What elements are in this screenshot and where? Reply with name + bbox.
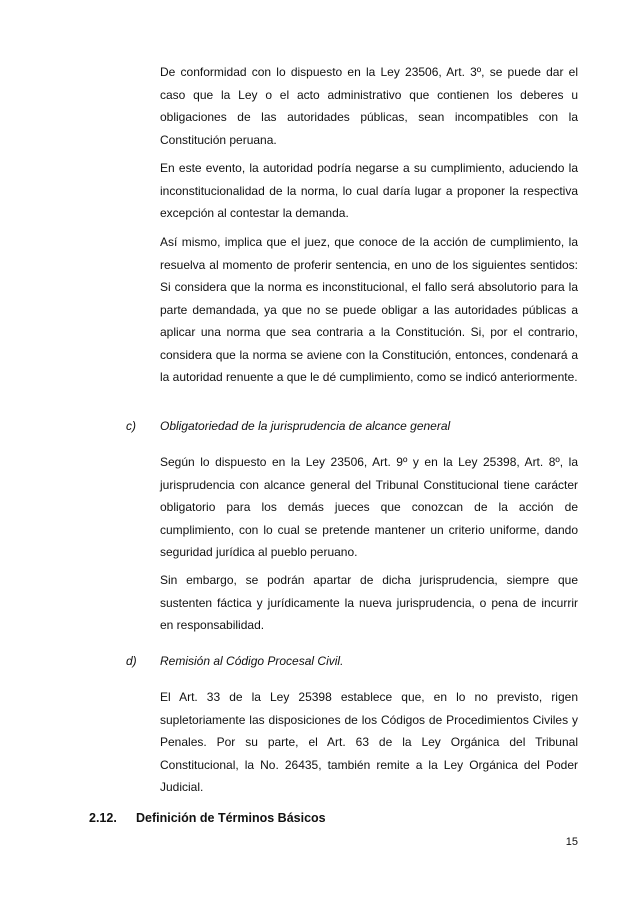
item-title-civil-code: Remisión al Código Procesal Civil.: [160, 654, 344, 668]
paragraph-jurisprudence-departure: Sin embargo, se podrán apartar de dicha jurisprudencia, siempre que sustenten fáctica y jurídicamente la nueva jurisprudencia, o pena de incurrir en responsabilidad.: [160, 573, 578, 632]
page-number: 15: [565, 836, 578, 848]
paragraph-supplementary-rules: El Art. 33 de la Ley 25398 establece que, en lo no previsto, rigen supletoriamente las disposiciones de los Códigos de Procedimientos Civiles y Penales. Por su parte, el Art. 63 de la Ley Orgánica del Tribunal Constitucional, la No. 26435, también remite a la Ley Orgánica del Poder Judicial.: [160, 690, 578, 794]
item-title-jurisprudence: Obligatoriedad de la jurisprudencia de alcance general: [160, 419, 451, 433]
paragraph-jurisprudence-binding: Según lo dispuesto en la Ley 23506, Art. 9º y en la Ley 25398, Art. 8º, la jurisprudencia con alcance general del Tribunal Constitucional tiene carácter obligatorio para los demás jueces que conozcan de la acción de cumplimiento, con lo cual se pretende mantener un criterio uniforme, dando seguridad jurídica al pueblo peruano.: [160, 455, 578, 559]
section-number: 2.12.: [89, 811, 117, 825]
item-label-c: c): [126, 419, 136, 433]
paragraph-constitutional-conflict: De conformidad con lo dispuesto en la Ley 23506, Art. 3º, se puede dar el caso que la Ley o el acto administrativo que contienen los deberes u obligaciones de las autoridades públicas, sean incompatibles con la Constitución peruana.: [160, 65, 578, 147]
paragraph-authority-refusal: En este evento, la autoridad podría negarse a su cumplimiento, aduciendo la inconstitucionalidad de la norma, lo cual daría lugar a proponer la respectiva excepción al contestar la demanda.: [160, 161, 578, 220]
paragraph-judge-ruling: Así mismo, implica que el juez, que conoce de la acción de cumplimiento, la resuelva al momento de proferir sentencia, en uno de los siguientes sentidos: Si considera que la norma es inconstitucional, el fallo será absolutorio para la parte demandada, ya que no se puede obligar a las autoridades públicas a aplicar una norma que sea contraria a la Constitución. Si, por el contrario, considera que la norma se aviene con la Constitución, entonces, condenará a la autoridad renuente a que le dé cumplimiento, como se indicó anteriormente.: [160, 235, 578, 384]
section-title: Definición de Términos Básicos: [136, 811, 326, 825]
item-label-d: d): [126, 654, 137, 668]
